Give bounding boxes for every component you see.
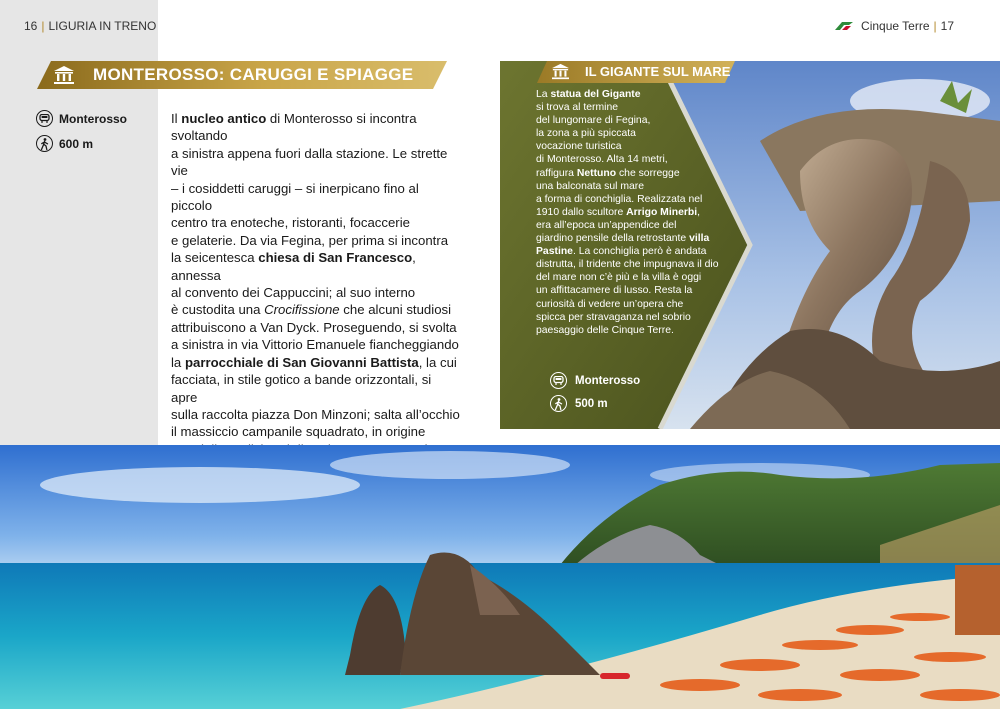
article-line: [171, 423, 461, 440]
sidebar-distance-info: [550, 395, 608, 412]
walking-distance: 600 m: [59, 136, 94, 151]
sidebar-line: [536, 271, 731, 284]
page-header-right: [833, 19, 954, 33]
article-line: [171, 336, 461, 353]
text-run: la: [171, 354, 185, 370]
article-line: [171, 354, 461, 371]
bold-text: Nettuno: [576, 167, 617, 179]
text-run: a forma di conchiglia. Realizzata nel: [536, 193, 703, 205]
text-run: sulla raccolta piazza Don Minzoni; salta all’occhio: [171, 406, 460, 422]
bold-text: parrocchiale di San Giovanni Battista: [184, 354, 419, 370]
text-run: 1910 dallo scultore: [536, 206, 627, 218]
sidebar-line: [536, 101, 731, 114]
sidebar-line: [536, 127, 731, 140]
text-run: distrutta, il tridente che impugnava il dio: [536, 259, 719, 271]
text-run: , annessa: [171, 250, 416, 283]
sidebar-line: [536, 114, 731, 127]
monument-icon: [53, 65, 75, 85]
sidebar-line: [536, 245, 731, 258]
text-run: al convento dei Cappuccini; al suo interno: [171, 285, 416, 301]
distance-info: [36, 135, 93, 152]
text-run: la seicentesca: [171, 250, 259, 266]
article-line: [171, 284, 461, 301]
sidebar-line: [536, 311, 731, 324]
text-run: , la cui: [418, 354, 457, 370]
text-run: il massiccio campanile squadrato, in origine: [171, 424, 426, 440]
sidebar-line: [536, 153, 731, 166]
article-title-banner: [37, 61, 447, 89]
text-run: raffigura: [536, 167, 577, 179]
sidebar-station-info: [550, 372, 640, 389]
bold-text: Pastine: [536, 246, 573, 258]
bold-text: statua del Gigante: [550, 89, 641, 100]
header-separator: |: [41, 19, 45, 33]
sidebar-walking-distance: 500 m: [575, 397, 608, 410]
bold-text: villa: [689, 233, 710, 245]
sidebar-line: [536, 180, 731, 193]
sidebar-line: [536, 219, 731, 232]
sidebar-line: [536, 324, 731, 337]
bold-text: chiesa di San Francesco: [258, 250, 413, 266]
sidebar-line: [536, 140, 731, 153]
sidebar-box: [500, 61, 1000, 429]
text-run: . La conchiglia però è andata: [572, 246, 707, 258]
article-line: [171, 180, 461, 215]
left-page-number: 16: [24, 19, 38, 33]
article-line: [171, 371, 461, 406]
right-page-number: 17: [940, 19, 954, 33]
italic-text: Crocifissione: [264, 302, 340, 318]
text-run: la zona a più spiccata: [536, 128, 636, 140]
article-title: MONTEROSSO: CARUGGI E SPIAGGE: [93, 65, 414, 84]
left-section-title: LIGURIA IN TRENO: [48, 19, 157, 33]
article-line: [171, 301, 461, 318]
sidebar-line: [536, 284, 731, 297]
text-run: del mare non c’è più e la villa è oggi: [536, 272, 702, 284]
sidebar-title-tab: [537, 61, 735, 83]
text-run: Il: [171, 111, 182, 126]
train-icon: [36, 110, 53, 127]
trenitalia-logo-icon: [833, 20, 855, 32]
text-run: paesaggio delle Cinque Terre.: [536, 324, 674, 336]
text-run: facciata, in stile gotico a bande orizzontali, si apre: [171, 372, 432, 405]
sidebar-line: [536, 206, 731, 219]
article-line: [171, 232, 461, 249]
article-line: [171, 145, 461, 180]
article-line: [171, 110, 461, 145]
text-run: – i cosiddetti caruggi – si inerpicano fino al piccolo: [171, 180, 419, 214]
text-run: che sorregge: [616, 167, 680, 179]
text-run: a sinistra in via Vittorio Emanuele fiancheggiando: [171, 337, 459, 353]
text-run: di Monterosso. Alta 14 metri,: [536, 154, 668, 166]
text-run: e gelaterie. Da via Fegina, per prima si incontra: [171, 232, 449, 248]
bold-text: nucleo antico: [181, 111, 267, 126]
text-run: spicca per stravaganza nel sobrio: [536, 311, 691, 323]
header-separator: |: [933, 19, 937, 33]
sidebar-line: [536, 232, 731, 245]
text-run: centro tra enoteche, ristoranti, focaccerie: [171, 215, 410, 231]
sidebar-line: [536, 193, 731, 206]
page-header-left: [24, 19, 156, 33]
text-run: a sinistra appena fuori dalla stazione. Le strette vie: [171, 145, 448, 179]
article-line: [171, 319, 461, 336]
sidebar-station-name: Monterosso: [575, 374, 641, 387]
walking-person-icon: [550, 395, 567, 412]
text-run: del lungomare di Fegina,: [536, 115, 651, 127]
sidebar-line: [536, 258, 731, 271]
fegina-beach-photo: [0, 445, 1000, 709]
station-info: [36, 110, 127, 127]
right-section-title: Cinque Terre: [861, 19, 930, 33]
walking-person-icon: [36, 135, 53, 152]
text-run: attribuiscono a Van Dyck. Proseguendo, si svolta: [171, 319, 457, 335]
sidebar-line: [536, 298, 731, 311]
text-run: era all’epoca un’appendice del: [536, 219, 677, 231]
text-run: curiosità di vedere un’opera che: [536, 298, 684, 310]
sidebar-title: IL GIGANTE SUL MARE: [585, 64, 731, 79]
text-run: un affittacamere di lusso. Resta la: [536, 285, 693, 297]
text-run: una balconata sul mare: [536, 180, 645, 192]
sidebar-line: [536, 88, 731, 101]
article-line: [171, 214, 461, 231]
sidebar-body: [536, 88, 731, 337]
article-line: [171, 406, 461, 423]
article-line: [171, 249, 461, 284]
station-name: Monterosso: [59, 111, 128, 126]
sidebar-line: [536, 167, 731, 180]
text-run: La: [536, 89, 551, 100]
text-run: che alcuni studiosi: [339, 302, 452, 318]
text-run: giardino pensile della retrostante: [536, 233, 690, 245]
text-run: si trova al termine: [536, 102, 618, 114]
monument-icon: [551, 63, 570, 80]
text-run: ,: [697, 206, 701, 218]
bold-text: Arrigo Minerbi: [626, 206, 698, 218]
text-run: vocazione turistica: [536, 141, 622, 153]
train-icon: [550, 372, 567, 389]
text-run: è custodita una: [171, 302, 265, 318]
text-run: di Monterosso si incontra svoltando: [171, 111, 417, 144]
